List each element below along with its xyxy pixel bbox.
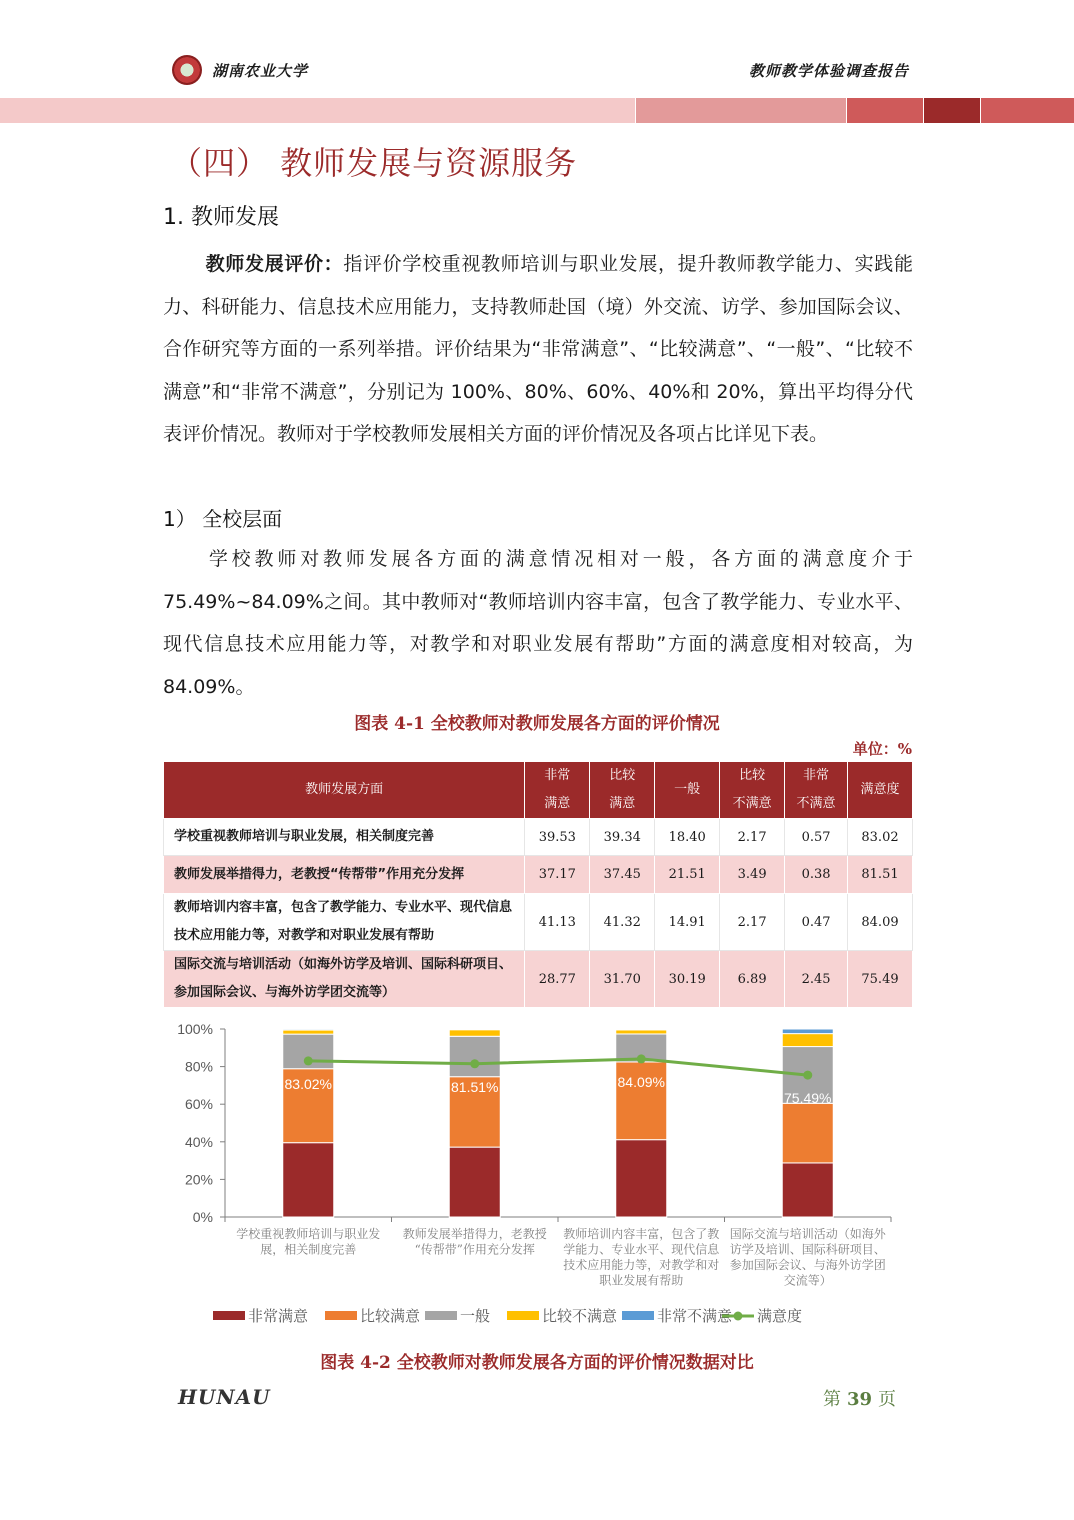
header-very-satisfied — [525, 762, 590, 819]
row-label: 学校重视教师培训与职业发展，相关制度完善 — [164, 819, 525, 856]
legend-swatch — [507, 1311, 539, 1320]
y-tick-label: 80% — [184, 1058, 213, 1075]
stacked-bar-chart — [163, 1015, 913, 1335]
bar-segment — [449, 1030, 500, 1037]
header-very-dissatisfied-line2: 不满意 — [796, 796, 836, 811]
satisfaction-point — [637, 1054, 646, 1063]
header-satisfied — [590, 762, 655, 819]
page-header — [0, 0, 1074, 100]
bar-segment — [782, 1163, 833, 1217]
university-logo-icon — [172, 55, 202, 85]
cell-satisfied: 31.70 — [590, 951, 655, 1008]
header-band-dark — [924, 98, 980, 123]
cell-dissatisfied: 3.49 — [720, 856, 785, 894]
bar-segment — [616, 1029, 667, 1030]
cell-satisfied: 41.32 — [590, 894, 655, 951]
cell-satisfaction: 81.51 — [848, 856, 913, 894]
header-satisfaction: 满意度 — [848, 762, 913, 819]
cell-dissatisfied: 6.89 — [720, 951, 785, 1008]
cell-neutral: 14.91 — [655, 894, 720, 951]
bar-segment — [782, 1034, 833, 1047]
legend-line-marker — [734, 1312, 743, 1321]
page-number — [823, 1385, 896, 1411]
legend-swatch — [622, 1311, 654, 1320]
x-category-label: “传帮带”作用充分发挥 — [414, 1242, 535, 1257]
x-category-label: 教师培训内容丰富，包含了教 — [563, 1227, 720, 1241]
cell-satisfaction: 75.49 — [848, 951, 913, 1008]
x-category-label: 学能力、专业水平、现代信息 — [563, 1242, 720, 1257]
header-satisfied-line2: 满意 — [609, 796, 636, 811]
cell-neutral: 30.19 — [655, 951, 720, 1008]
header-band-mid — [636, 98, 846, 123]
paragraph-summary — [163, 538, 913, 708]
cell-neutral: 21.51 — [655, 856, 720, 894]
legend-label: 非常满意 — [248, 1307, 309, 1325]
cell-very-dissatisfied: 0.47 — [785, 894, 848, 951]
report-name: 教师教学体验调查报告 — [748, 62, 909, 80]
y-tick-label: 20% — [184, 1171, 213, 1188]
row-label: 国际交流与培训活动（如海外访学及培训、国际科研项目、参加国际会议、与海外访学团交流等） — [164, 951, 525, 1008]
header-dissatisfied-line1: 比较 — [739, 768, 766, 783]
x-category-label: 国际交流与培训活动（如海外 — [729, 1227, 886, 1241]
cell-satisfaction: 84.09 — [848, 894, 913, 951]
cell-very-satisfied: 28.77 — [525, 951, 590, 1008]
legend-swatch — [325, 1311, 357, 1320]
bar-segment — [283, 1029, 334, 1030]
bar-segment — [449, 1147, 500, 1217]
x-category-label: 技术应用能力等，对教学和对 — [563, 1258, 720, 1272]
cell-satisfied: 39.34 — [590, 819, 655, 856]
legend-label: 满意度 — [757, 1307, 803, 1325]
table-header-row — [164, 762, 913, 819]
page-prefix: 第 — [822, 1389, 841, 1410]
x-category-label: 访学及培训、国际科研项目、 — [729, 1242, 886, 1257]
legend-label: 比较满意 — [360, 1307, 421, 1325]
x-category-label: 交流等） — [783, 1273, 832, 1288]
satisfaction-point — [803, 1071, 812, 1080]
bar-segment — [283, 1143, 334, 1217]
school-name: 湖南农业大学 — [212, 62, 309, 80]
satisfaction-point — [470, 1059, 479, 1068]
legend-label: 非常不满意 — [657, 1307, 733, 1325]
legend-label: 一般 — [460, 1307, 491, 1325]
table-row — [164, 951, 913, 1008]
bar-segment — [782, 1029, 833, 1034]
header-dissatisfied-line2: 不满意 — [732, 796, 772, 811]
cell-satisfaction: 83.02 — [848, 819, 913, 856]
legend-label: 比较不满意 — [542, 1307, 618, 1325]
row-label: 教师发展举措得力，老教授“传帮带”作用充分发挥 — [164, 856, 525, 894]
header-satisfied-line1: 比较 — [609, 768, 636, 783]
satisfaction-data-label: 75.49% — [784, 1090, 832, 1107]
header-very-satisfied-line1: 非常 — [544, 768, 571, 783]
bar-segment — [782, 1103, 833, 1163]
cell-satisfied: 37.45 — [590, 856, 655, 894]
bar-segment — [616, 1140, 667, 1217]
subsection-title: 1. 教师发展 — [163, 205, 279, 230]
satisfaction-line — [308, 1059, 808, 1075]
y-tick-label: 0% — [192, 1209, 213, 1225]
paragraph-definition — [163, 243, 913, 456]
y-tick-label: 60% — [184, 1096, 213, 1113]
evaluation-table — [163, 761, 913, 1008]
header-very-satisfied-line2: 满意 — [544, 796, 571, 811]
bar-segment — [449, 1029, 500, 1030]
legend-swatch — [213, 1311, 245, 1320]
x-category-label: 职业发展有帮助 — [599, 1273, 684, 1288]
cell-neutral: 18.40 — [655, 819, 720, 856]
table-row — [164, 894, 913, 951]
section-title: （四） 教师发展与资源服务 — [170, 144, 578, 182]
bar-segment — [449, 1036, 500, 1076]
figure-caption: 图表 4-2 全校教师对教师发展各方面的评价情况数据对比 — [320, 1353, 754, 1373]
header-band-strong — [847, 98, 923, 123]
footer-logo: HUNAU — [178, 1385, 271, 1409]
header-band-end — [981, 98, 1074, 123]
row-label: 教师培训内容丰富，包含了教学能力、专业水平、现代信息技术应用能力等，对教学和对职业发展有帮助 — [164, 894, 525, 951]
y-tick-label: 100% — [177, 1021, 213, 1037]
table-caption: 图表 4-1 全校教师对教师发展各方面的评价情况 — [354, 714, 720, 734]
header-very-dissatisfied-line1: 非常 — [803, 768, 830, 783]
page-suffix: 页 — [878, 1389, 896, 1410]
level3-title: 1） 全校层面 — [163, 507, 283, 531]
unit-label: 单位：% — [852, 740, 912, 758]
cell-very-satisfied: 41.13 — [525, 894, 590, 951]
page-number-value: 39 — [846, 1389, 872, 1410]
paragraph-body: 指评价学校重视教师培训与职业发展，提升教师教学能力、实践能力、科研能力、信息技术应用能力，支持教师赴国（境）外交流、访学、参加国际会议、合作研究等方面的一系列举措。评价结果为“非常满意”、“比较满意”、“一般”、“比较不满意”和“非常不满意”，分别记为 100%、80%、60%、40%和 20%，算出平均得分代表评价情况。教师对于学校教师发展相关方面的评价情况及各项占比详见下表。 — [163, 253, 913, 445]
y-tick-label: 40% — [184, 1133, 213, 1150]
cell-very-dissatisfied: 0.57 — [785, 819, 848, 856]
satisfaction-data-label: 81.51% — [451, 1078, 499, 1095]
x-category-label: 教师发展举措得力，老教授 — [402, 1227, 547, 1241]
header-aspect: 教师发展方面 — [164, 762, 525, 819]
header-very-dissatisfied — [785, 762, 848, 819]
bar-segment — [616, 1030, 667, 1034]
x-category-label: 展，相关制度完善 — [260, 1242, 357, 1257]
legend-swatch — [425, 1311, 457, 1320]
cell-very-dissatisfied: 0.38 — [785, 856, 848, 894]
satisfaction-point — [304, 1056, 313, 1065]
satisfaction-data-label: 84.09% — [617, 1073, 665, 1090]
table-row — [164, 856, 913, 894]
header-band-light — [0, 98, 635, 123]
x-category-label: 参加国际会议、与海外访学团 — [729, 1258, 886, 1272]
cell-very-dissatisfied: 2.45 — [785, 951, 848, 1008]
x-category-label: 学校重视教师培训与职业发 — [236, 1227, 381, 1241]
bar-segment — [283, 1030, 334, 1034]
paragraph-lead: 教师发展评价： — [205, 253, 344, 275]
cell-very-satisfied: 39.53 — [525, 819, 590, 856]
header-neutral: 一般 — [655, 762, 720, 819]
cell-dissatisfied: 2.17 — [720, 819, 785, 856]
satisfaction-data-label: 83.02% — [284, 1075, 332, 1092]
cell-dissatisfied: 2.17 — [720, 894, 785, 951]
table-row — [164, 819, 913, 856]
header-dissatisfied — [720, 762, 785, 819]
cell-very-satisfied: 37.17 — [525, 856, 590, 894]
paragraph-summary-text: 学校教师对教师发展各方面的满意情况相对一般，各方面的满意度介于 75.49%~84.09%之间。其中教师对“教师培训内容丰富，包含了教学能力、专业水平、现代信息技术应用能力等，对教学和对职业发展有帮助”方面的满意度相对较高，为 84.09%。 — [163, 548, 913, 698]
